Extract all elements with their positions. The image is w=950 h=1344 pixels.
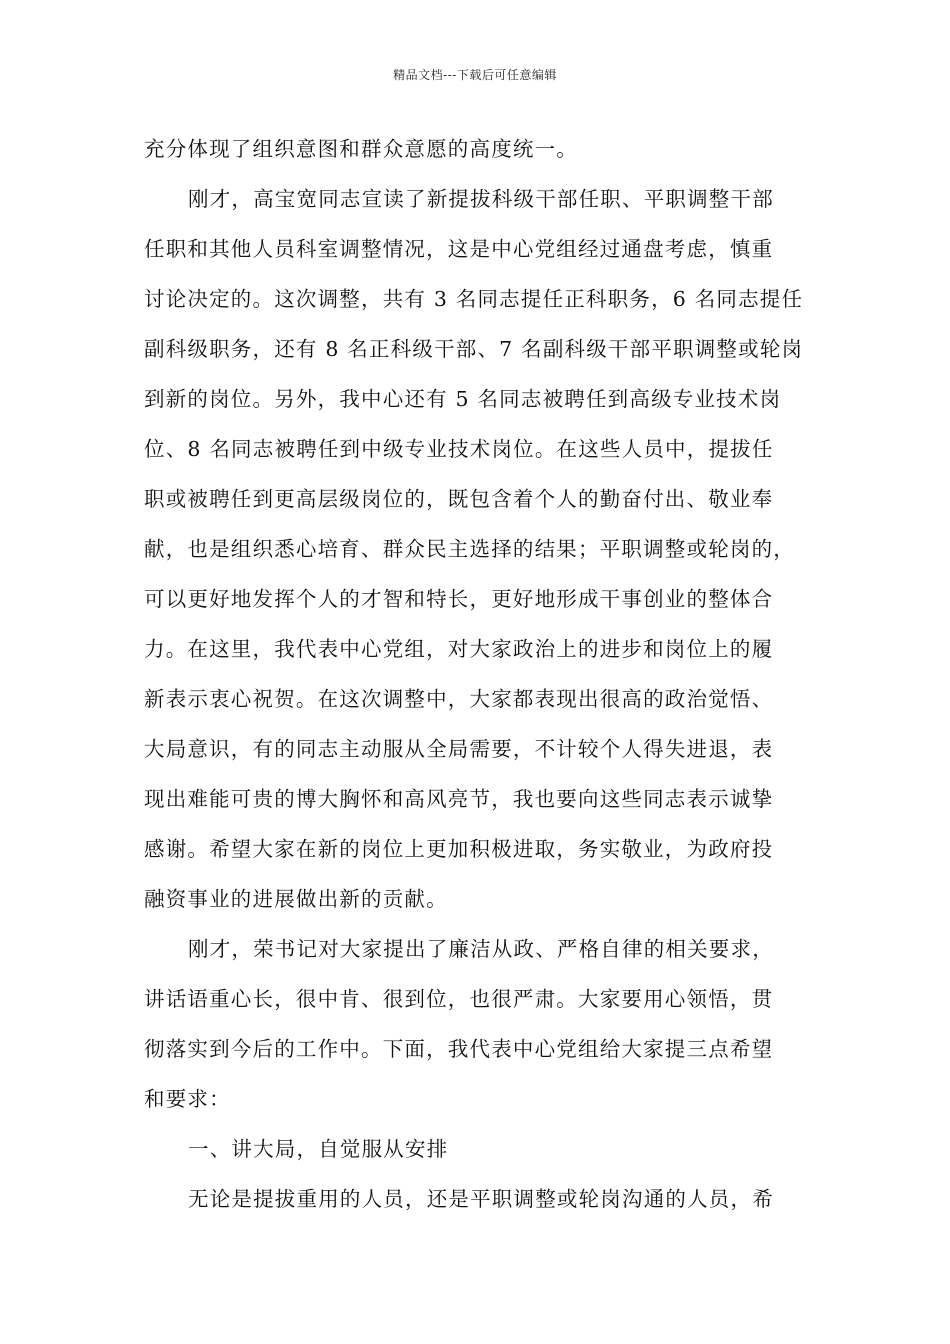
- text-line: 现出难能可贵的博大胸怀和高风亮节，我也要向这些同志表示诚挚: [144, 787, 774, 811]
- text-line: 充分体现了组织意图和群众意愿的高度统一。: [144, 137, 578, 161]
- text-line: 献，也是组织悉心培育、群众民主选择的结果；平职调整或轮岗的，: [144, 537, 795, 561]
- text-line: 任职和其他人员科室调整情况，这是中心党组经过通盘考虑，慎重: [144, 237, 774, 261]
- text-line: 位、8 名同志被聘任到中级专业技术岗位。在这些人员中，提拔任: [144, 437, 774, 461]
- text-line: 感谢。希望大家在新的岗位上更加积极进取，务实敬业，为政府投: [144, 837, 774, 861]
- text-line: 讲话语重心长，很中肯、很到位，也很严肃。大家要用心领悟，贯: [144, 987, 774, 1011]
- text-line: 讨论决定的。这次调整，共有 3 名同志提任正科职务，6 名同志提任: [144, 287, 804, 311]
- text-line: 彻落实到今后的工作中。下面，我代表中心党组给大家提三点希望: [144, 1037, 774, 1061]
- page-header: 精品文档---下载后可任意编辑: [393, 68, 557, 82]
- text-line: 新表示衷心祝贺。在这次调整中，大家都表现出很高的政治觉悟、: [144, 687, 774, 711]
- text-line: 融资事业的进展做出新的贡献。: [144, 887, 448, 911]
- text-line: 到新的岗位。另外，我中心还有 5 名同志被聘任到高级专业技术岗: [144, 387, 782, 411]
- text-line: 刚才，荣书记对大家提出了廉洁从政、严格自律的相关要求，: [188, 937, 774, 961]
- text-line: 刚才，高宝宽同志宣读了新提拔科级干部任职、平职调整干部: [188, 187, 774, 211]
- document-body: [144, 132, 806, 1232]
- text-line: 和要求：: [144, 1087, 231, 1111]
- text-line: 职或被聘任到更高层级岗位的，既包含着个人的勤奋付出、敬业奉: [144, 487, 774, 511]
- text-line: 副科级职务，还有 8 名正科级干部、7 名副科级干部平职调整或轮岗: [144, 337, 804, 361]
- text-line: 可以更好地发挥个人的才智和特长，更好地形成干事创业的整体合: [144, 587, 774, 611]
- text-line: 力。在这里，我代表中心党组，对大家政治上的进步和岗位上的履: [144, 637, 774, 661]
- text-line: 大局意识，有的同志主动服从全局需要，不计较个人得失进退，表: [144, 737, 774, 761]
- text-line: 一、讲大局，自觉服从安排: [188, 1137, 449, 1161]
- text-line: 无论是提拔重用的人员，还是平职调整或轮岗沟通的人员，希: [188, 1187, 774, 1211]
